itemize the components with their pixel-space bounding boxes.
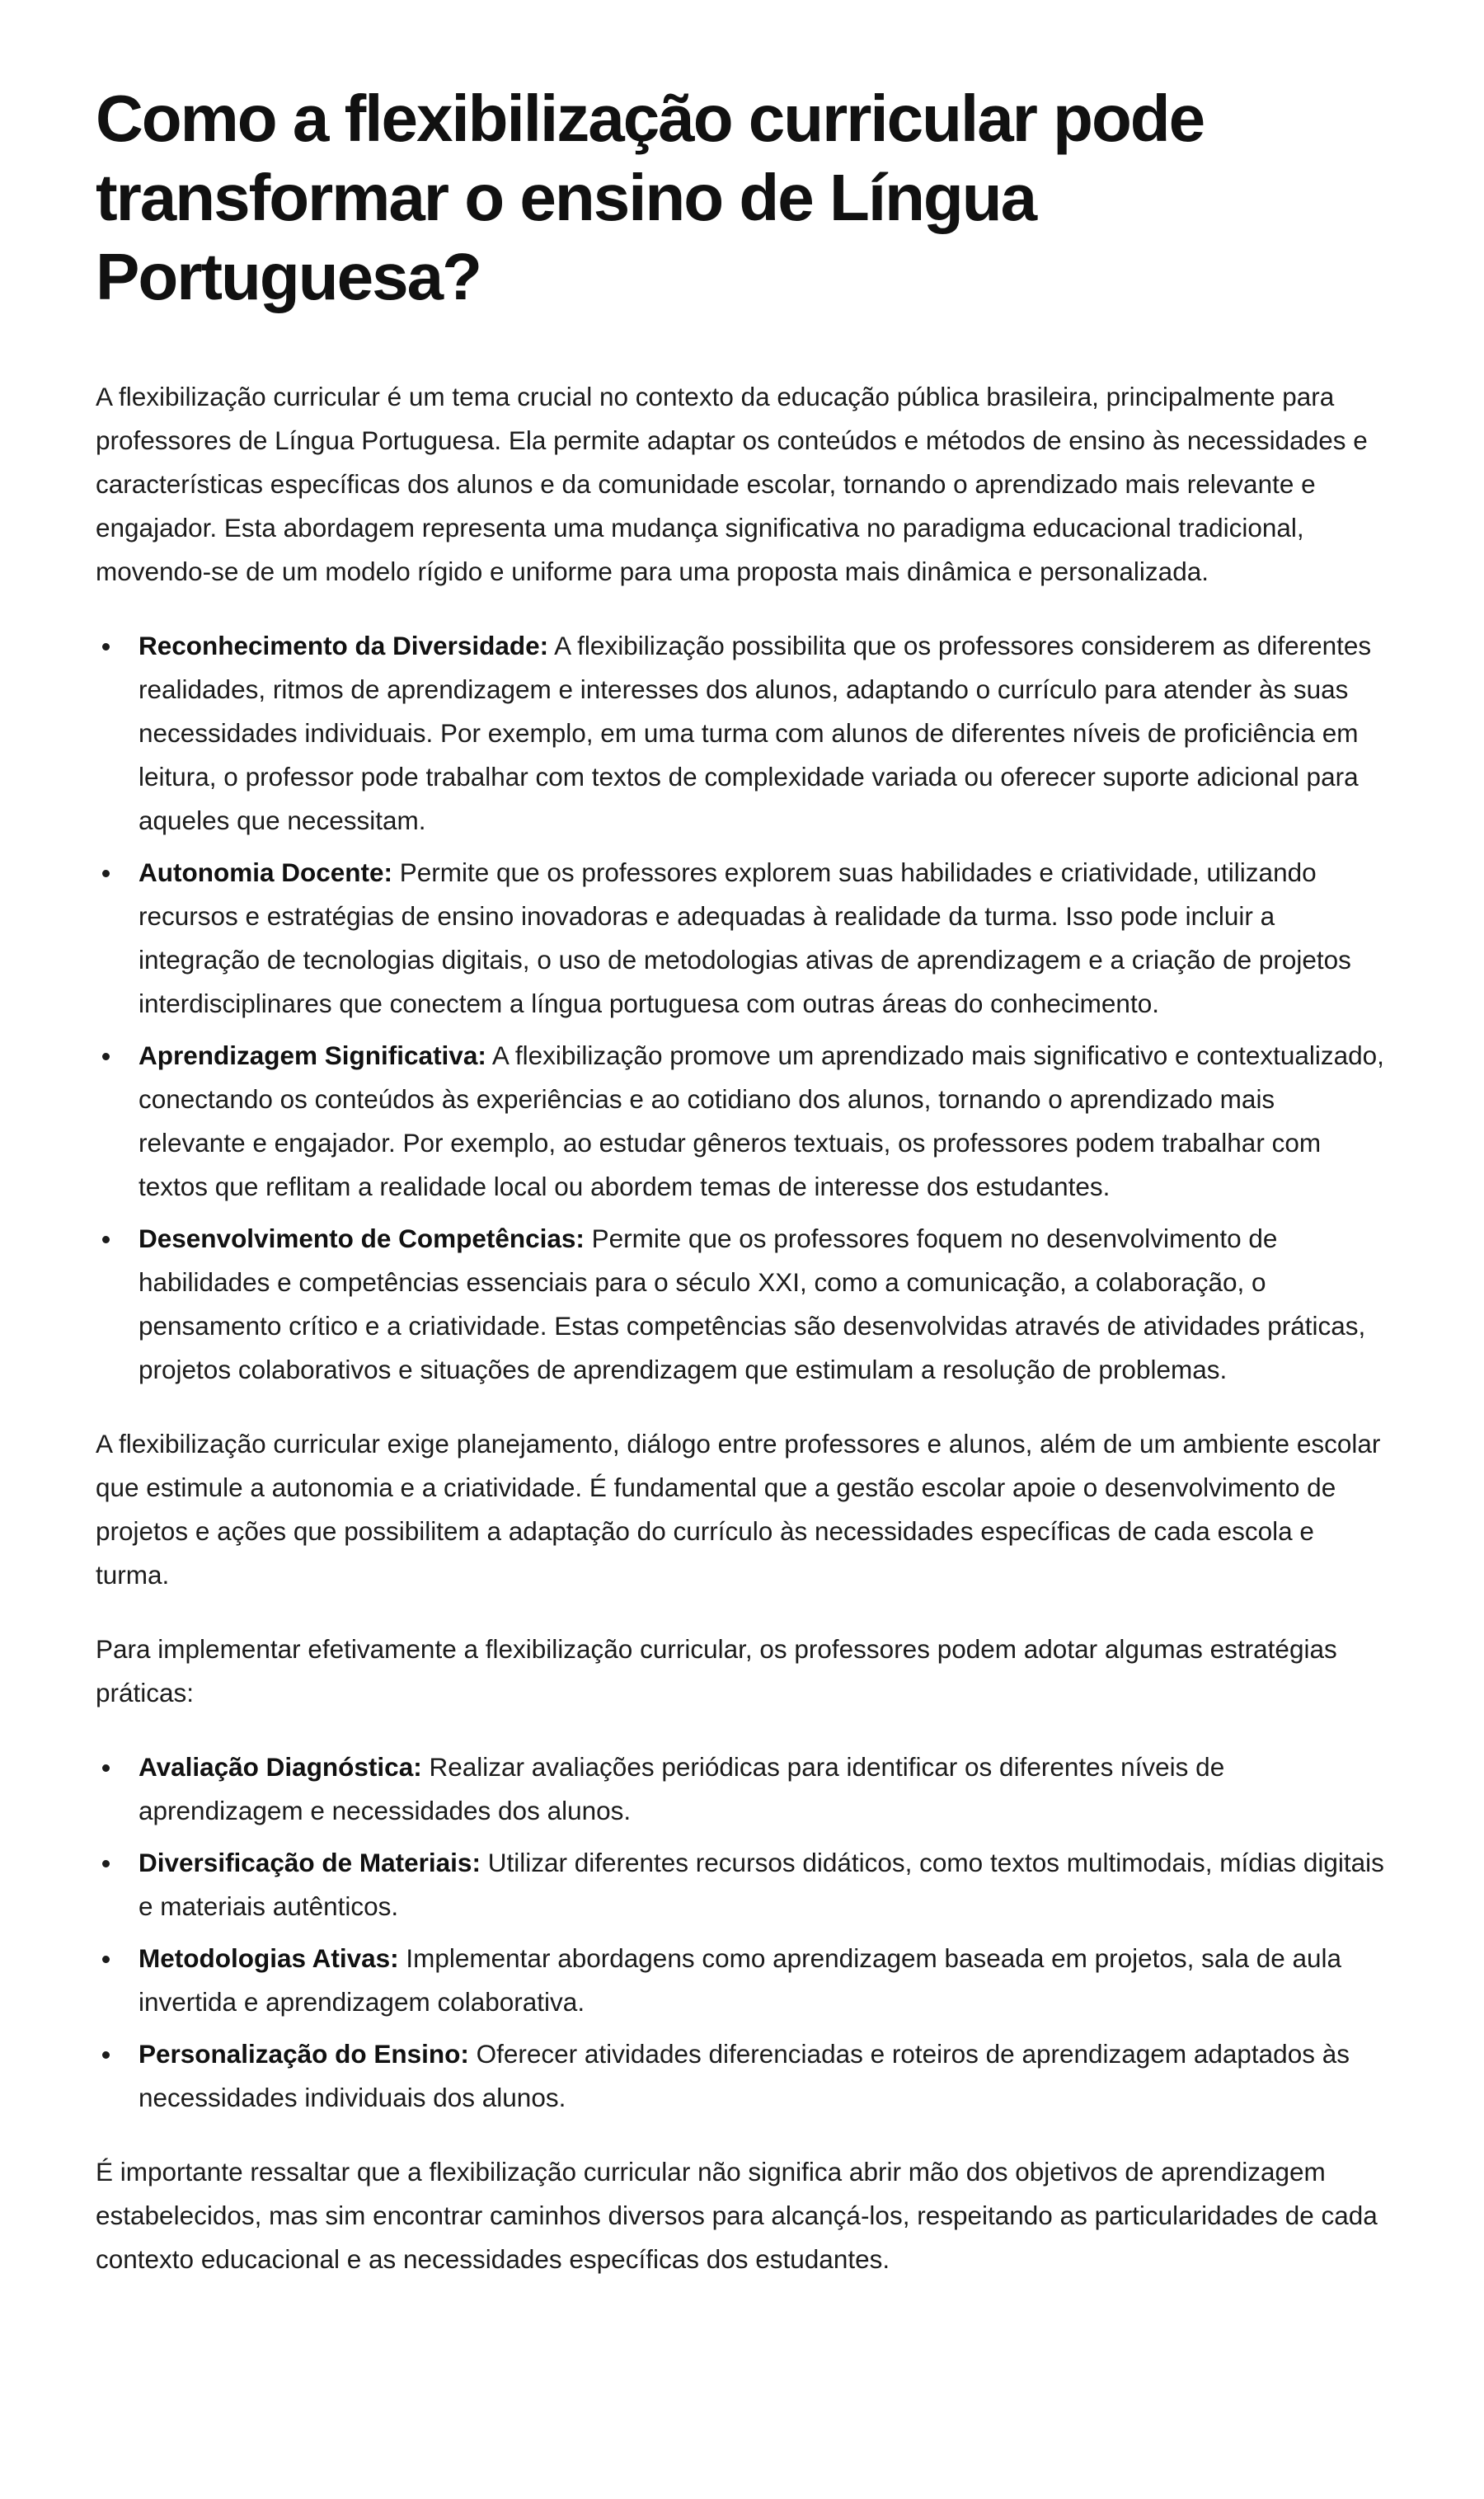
bullet-icon [102, 1956, 110, 1963]
bullet-icon [102, 1053, 110, 1060]
list-item-term: Avaliação Diagnóstica: [139, 1752, 422, 1782]
page-title: Como a flexibilização curricular pode transformar o ensino de Língua Portuguesa? [96, 82, 1205, 313]
list-item [96, 624, 1388, 843]
bullet-icon [102, 643, 110, 651]
list-item-term: Metodologias Ativas: [139, 1943, 399, 1973]
bullet-icon [102, 1764, 110, 1772]
list-item [96, 1217, 1388, 1392]
list-item-term: Reconhecimento da Diversidade: [139, 631, 549, 660]
intro-paragraph: A flexibilização curricular é um tema crucial no contexto da educação pública brasileira, principalmente para professores de Língua Portuguesa. Ela permite adaptar os conteúdos e métodos de ensino às necessidades e características específicas dos alunos e da comunidade escolar, tornando o aprendizado mais relevante e engajador. Esta abordagem representa uma mudança significativa no paradigma educacional tradicional, movendo-se de um modelo rígido e uniforme para uma proposta mais dinâmica e personalizada. [96, 382, 1368, 586]
strategies-intro-paragraph: Para implementar efetivamente a flexibilização curricular, os professores podem adotar algumas estratégias práticas: [96, 1634, 1337, 1707]
list-item [96, 1034, 1388, 1209]
list-item-text: Utilizar diferentes recursos didáticos, como textos multimodais, mídias digitais e materiais autênticos. [139, 1848, 1384, 1921]
list-item-text: A flexibilização promove um aprendizado mais significativo e contextualizado, conectando os conteúdos às experiências e ao cotidiano dos alunos, tornando o aprendizado mais relevante e engajador. Por exemplo, ao estudar gêneros textuais, os professores podem trabalhar com textos que reflitam a realidade local ou abordem temas de interesse dos estudantes. [139, 1040, 1384, 1201]
list-item [96, 1937, 1388, 2024]
list-item [96, 851, 1388, 1026]
list-item-term: Autonomia Docente: [139, 857, 393, 887]
benefits-list [96, 624, 1388, 1392]
list-item-text: A flexibilização possibilita que os professores considerem as diferentes realidades, ritmos de aprendizagem e interesses dos alunos, adaptando o currículo para atender às suas necessidades individuais. Por exemplo, em uma turma com alunos de diferentes níveis de proficiência em leitura, o professor pode trabalhar com textos de complexidade variada ou oferecer suporte adicional para aqueles que necessitam. [139, 631, 1372, 835]
list-item-text: Oferecer atividades diferenciadas e roteiros de aprendizagem adaptados às necessidades individuais dos alunos. [139, 2039, 1350, 2112]
list-item-text: Realizar avaliações periódicas para identificar os diferentes níveis de aprendizagem e necessidades dos alunos. [139, 1752, 1225, 1825]
list-item-term: Aprendizagem Significativa: [139, 1040, 486, 1070]
bullet-icon [102, 870, 110, 877]
list-item-term: Personalização do Ensino: [139, 2039, 469, 2069]
list-item [96, 1841, 1388, 1928]
closing-paragraph: É importante ressaltar que a flexibilização curricular não significa abrir mão dos objetivos de aprendizagem estabelecidos, mas sim encontrar caminhos diversos para alcançá-los, respeitando as particularidades de cada contexto educacional e as necessidades específicas dos estudantes. [96, 2157, 1378, 2274]
bullet-icon [102, 1860, 110, 1867]
list-item [96, 1745, 1388, 1833]
list-item-text: Implementar abordagens como aprendizagem baseada em projetos, sala de aula invertida e aprendizagem colaborativa. [139, 1943, 1342, 2017]
strategies-list [96, 1745, 1388, 2120]
requirements-paragraph: A flexibilização curricular exige planejamento, diálogo entre professores e alunos, além de um ambiente escolar que estimule a autonomia e a criatividade. É fundamental que a gestão escolar apoie o desenvolvimento de projetos e ações que possibilitem a adaptação do currículo às necessidades específicas de cada escola e turma. [96, 1429, 1381, 1590]
list-item-text: Permite que os professores foquem no desenvolvimento de habilidades e competências essenciais para o século XXI, como a comunicação, a colaboração, o pensamento crítico e a criatividade. Estas competências são desenvolvidas através de atividades práticas, projetos colaborativos e situações de aprendizagem que estimulam a resolução de problemas. [139, 1224, 1366, 1384]
list-item [96, 2032, 1388, 2120]
list-item-term: Desenvolvimento de Competências: [139, 1224, 585, 1253]
list-item-term: Diversificação de Materiais: [139, 1848, 481, 1877]
bullet-icon [102, 1236, 110, 1243]
list-item-text: Permite que os professores explorem suas habilidades e criatividade, utilizando recursos e estratégias de ensino inovadoras e adequadas à realidade da turma. Isso pode incluir a integração de tecnologias digitais, o uso de metodologias ativas de aprendizagem e a criação de projetos interdisciplinares que conectem a língua portuguesa com outras áreas do conhecimento. [139, 857, 1351, 1018]
bullet-icon [102, 2051, 110, 2059]
